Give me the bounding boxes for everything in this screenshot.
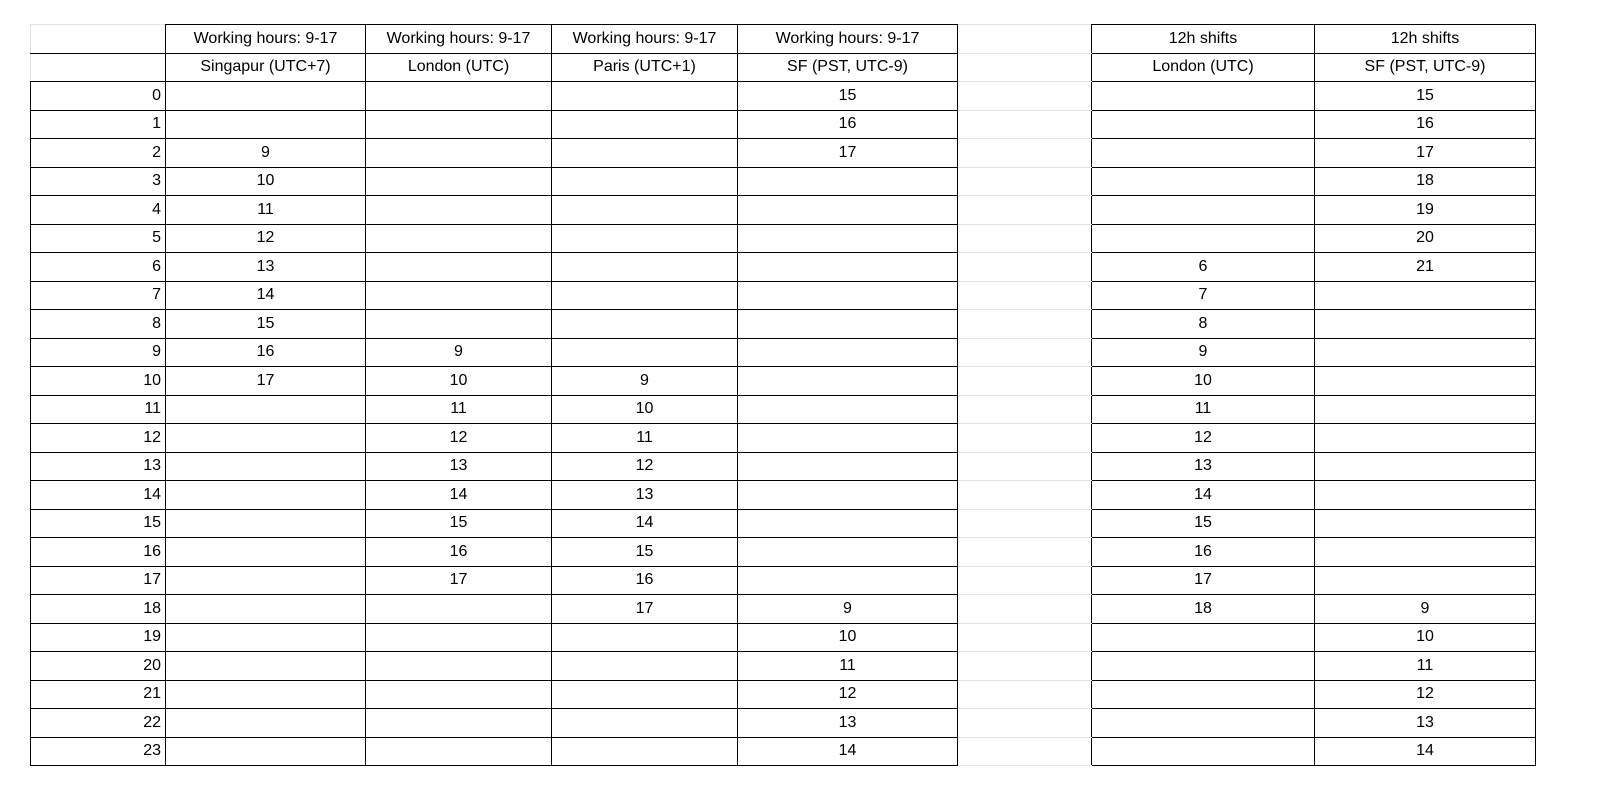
- table-row: [31, 395, 1536, 424]
- cell-hour-label[interactable]: 4: [31, 196, 166, 225]
- cell-sf-hours[interactable]: SF (PST, UTC-9): [738, 53, 958, 82]
- cell-hour-label[interactable]: 23: [31, 737, 166, 766]
- cell-hour-label[interactable]: 2: [31, 139, 166, 168]
- cell-paris-hours[interactable]: [552, 196, 738, 225]
- cell-hour-label[interactable]: 10: [31, 367, 166, 396]
- cell-sf-shift[interactable]: 14: [1315, 737, 1536, 766]
- cell-london-hours[interactable]: Working hours: 9-17: [366, 25, 552, 54]
- cell-sf-shift[interactable]: 16: [1315, 110, 1536, 139]
- header-row-location: [31, 53, 1536, 82]
- cell-singapore-hours[interactable]: [166, 395, 366, 424]
- cell-sf-hours[interactable]: [738, 310, 958, 339]
- cell-sf-shift[interactable]: 20: [1315, 224, 1536, 253]
- cell-spacer[interactable]: [958, 224, 1092, 253]
- cell-spacer[interactable]: [958, 509, 1092, 538]
- cell-london-hours[interactable]: [366, 224, 552, 253]
- cell-hour-label[interactable]: 17: [31, 566, 166, 595]
- cell-spacer[interactable]: [958, 623, 1092, 652]
- cell-singapore-hours[interactable]: [166, 82, 366, 111]
- table-row: [31, 538, 1536, 567]
- cell-spacer[interactable]: [958, 310, 1092, 339]
- cell-sf-shift[interactable]: 17: [1315, 139, 1536, 168]
- cell-hour-label[interactable]: 1: [31, 110, 166, 139]
- cell-london-hours[interactable]: [366, 139, 552, 168]
- cell-hour-label[interactable]: 22: [31, 709, 166, 738]
- cell-paris-hours[interactable]: 13: [552, 481, 738, 510]
- cell-sf-hours[interactable]: [738, 509, 958, 538]
- cell-london-shift[interactable]: London (UTC): [1092, 53, 1315, 82]
- cell-sf-shift[interactable]: [1315, 281, 1536, 310]
- cell-spacer[interactable]: [958, 395, 1092, 424]
- table-row: [31, 737, 1536, 766]
- cell-london-hours[interactable]: 11: [366, 395, 552, 424]
- cell-spacer[interactable]: [958, 25, 1092, 54]
- cell-london-hours[interactable]: [366, 595, 552, 624]
- cell-london-hours[interactable]: [366, 680, 552, 709]
- cell-london-hours[interactable]: [366, 652, 552, 681]
- cell-hour-label[interactable]: [31, 25, 166, 54]
- cell-hour-label[interactable]: 20: [31, 652, 166, 681]
- cell-singapore-hours[interactable]: [166, 652, 366, 681]
- cell-london-shift[interactable]: [1092, 167, 1315, 196]
- cell-london-shift[interactable]: 13: [1092, 452, 1315, 481]
- cell-london-shift[interactable]: 7: [1092, 281, 1315, 310]
- cell-paris-hours[interactable]: [552, 253, 738, 282]
- cell-singapore-hours[interactable]: 9: [166, 139, 366, 168]
- table-row: [31, 196, 1536, 225]
- cell-london-hours[interactable]: 13: [366, 452, 552, 481]
- cell-sf-shift[interactable]: [1315, 481, 1536, 510]
- cell-london-shift[interactable]: 9: [1092, 338, 1315, 367]
- cell-spacer[interactable]: [958, 424, 1092, 453]
- cell-hour-label[interactable]: 8: [31, 310, 166, 339]
- cell-singapore-hours[interactable]: 16: [166, 338, 366, 367]
- timezone-table: [30, 24, 1536, 766]
- cell-sf-shift[interactable]: SF (PST, UTC-9): [1315, 53, 1536, 82]
- cell-hour-label[interactable]: 3: [31, 167, 166, 196]
- table-row: [31, 595, 1536, 624]
- cell-paris-hours[interactable]: [552, 224, 738, 253]
- cell-paris-hours[interactable]: [552, 623, 738, 652]
- table-row: [31, 110, 1536, 139]
- cell-sf-hours[interactable]: [738, 367, 958, 396]
- cell-london-hours[interactable]: 16: [366, 538, 552, 567]
- cell-london-shift[interactable]: [1092, 680, 1315, 709]
- cell-spacer[interactable]: [958, 110, 1092, 139]
- cell-london-shift[interactable]: 16: [1092, 538, 1315, 567]
- cell-london-hours[interactable]: [366, 310, 552, 339]
- cell-spacer[interactable]: [958, 652, 1092, 681]
- cell-singapore-hours[interactable]: 10: [166, 167, 366, 196]
- cell-sf-shift[interactable]: 12h shifts: [1315, 25, 1536, 54]
- cell-spacer[interactable]: [958, 737, 1092, 766]
- table-row: [31, 82, 1536, 111]
- cell-paris-hours[interactable]: 14: [552, 509, 738, 538]
- cell-london-shift[interactable]: [1092, 737, 1315, 766]
- cell-london-hours[interactable]: [366, 82, 552, 111]
- cell-singapore-hours[interactable]: [166, 595, 366, 624]
- cell-sf-hours[interactable]: [738, 281, 958, 310]
- cell-paris-hours[interactable]: Working hours: 9-17: [552, 25, 738, 54]
- cell-london-hours[interactable]: 12: [366, 424, 552, 453]
- cell-london-hours[interactable]: [366, 737, 552, 766]
- cell-london-shift[interactable]: [1092, 623, 1315, 652]
- cell-london-shift[interactable]: 10: [1092, 367, 1315, 396]
- cell-sf-shift[interactable]: 9: [1315, 595, 1536, 624]
- cell-paris-hours[interactable]: [552, 167, 738, 196]
- cell-paris-hours[interactable]: 9: [552, 367, 738, 396]
- table-row: [31, 253, 1536, 282]
- cell-london-hours[interactable]: 17: [366, 566, 552, 595]
- cell-sf-shift[interactable]: 18: [1315, 167, 1536, 196]
- cell-paris-hours[interactable]: 10: [552, 395, 738, 424]
- cell-spacer[interactable]: [958, 595, 1092, 624]
- cell-sf-hours[interactable]: 13: [738, 709, 958, 738]
- cell-hour-label[interactable]: 21: [31, 680, 166, 709]
- cell-singapore-hours[interactable]: [166, 737, 366, 766]
- cell-spacer[interactable]: [958, 196, 1092, 225]
- cell-sf-shift[interactable]: 13: [1315, 709, 1536, 738]
- cell-sf-shift[interactable]: 12: [1315, 680, 1536, 709]
- cell-paris-hours[interactable]: [552, 737, 738, 766]
- cell-singapore-hours[interactable]: 11: [166, 196, 366, 225]
- cell-london-shift[interactable]: [1092, 196, 1315, 225]
- cell-paris-hours[interactable]: 11: [552, 424, 738, 453]
- cell-london-hours[interactable]: [366, 167, 552, 196]
- cell-sf-shift[interactable]: [1315, 509, 1536, 538]
- cell-sf-hours[interactable]: [738, 196, 958, 225]
- cell-london-shift[interactable]: 8: [1092, 310, 1315, 339]
- cell-singapore-hours[interactable]: [166, 110, 366, 139]
- cell-london-shift[interactable]: 6: [1092, 253, 1315, 282]
- cell-singapore-hours[interactable]: 13: [166, 253, 366, 282]
- cell-singapore-hours[interactable]: 12: [166, 224, 366, 253]
- cell-london-hours[interactable]: [366, 281, 552, 310]
- cell-hour-label[interactable]: 7: [31, 281, 166, 310]
- cell-london-shift[interactable]: 12: [1092, 424, 1315, 453]
- cell-sf-hours[interactable]: [738, 338, 958, 367]
- cell-sf-hours[interactable]: 17: [738, 139, 958, 168]
- cell-singapore-hours[interactable]: [166, 709, 366, 738]
- cell-hour-label[interactable]: 18: [31, 595, 166, 624]
- cell-hour-label[interactable]: 11: [31, 395, 166, 424]
- cell-sf-shift[interactable]: [1315, 367, 1536, 396]
- cell-sf-hours[interactable]: [738, 481, 958, 510]
- cell-sf-shift[interactable]: [1315, 395, 1536, 424]
- cell-london-hours[interactable]: 9: [366, 338, 552, 367]
- table-row: [31, 652, 1536, 681]
- cell-hour-label[interactable]: 19: [31, 623, 166, 652]
- cell-london-shift[interactable]: [1092, 82, 1315, 111]
- cell-sf-hours[interactable]: 10: [738, 623, 958, 652]
- cell-singapore-hours[interactable]: [166, 424, 366, 453]
- cell-spacer[interactable]: [958, 566, 1092, 595]
- cell-singapore-hours[interactable]: [166, 566, 366, 595]
- cell-london-shift[interactable]: 12h shifts: [1092, 25, 1315, 54]
- table-row: [31, 566, 1536, 595]
- cell-hour-label[interactable]: 9: [31, 338, 166, 367]
- cell-singapore-hours[interactable]: 17: [166, 367, 366, 396]
- cell-hour-label[interactable]: 0: [31, 82, 166, 111]
- cell-sf-hours[interactable]: 9: [738, 595, 958, 624]
- cell-singapore-hours[interactable]: 15: [166, 310, 366, 339]
- cell-sf-hours[interactable]: 15: [738, 82, 958, 111]
- table-row: [31, 367, 1536, 396]
- cell-sf-shift[interactable]: 11: [1315, 652, 1536, 681]
- table-row: [31, 224, 1536, 253]
- cell-spacer[interactable]: [958, 82, 1092, 111]
- cell-singapore-hours[interactable]: 14: [166, 281, 366, 310]
- table-row: [31, 481, 1536, 510]
- cell-hour-label[interactable]: 12: [31, 424, 166, 453]
- cell-sf-hours[interactable]: 16: [738, 110, 958, 139]
- cell-paris-hours[interactable]: [552, 338, 738, 367]
- cell-paris-hours[interactable]: 17: [552, 595, 738, 624]
- cell-hour-label[interactable]: 16: [31, 538, 166, 567]
- cell-spacer[interactable]: [958, 139, 1092, 168]
- cell-spacer[interactable]: [958, 281, 1092, 310]
- cell-sf-hours[interactable]: 14: [738, 737, 958, 766]
- cell-hour-label[interactable]: 14: [31, 481, 166, 510]
- cell-singapore-hours[interactable]: [166, 509, 366, 538]
- table-row: [31, 623, 1536, 652]
- table-row: [31, 338, 1536, 367]
- cell-paris-hours[interactable]: [552, 139, 738, 168]
- cell-sf-hours[interactable]: [738, 538, 958, 567]
- cell-london-hours[interactable]: 10: [366, 367, 552, 396]
- cell-singapore-hours[interactable]: [166, 680, 366, 709]
- table-row: [31, 509, 1536, 538]
- cell-sf-shift[interactable]: 21: [1315, 253, 1536, 282]
- cell-paris-hours[interactable]: 12: [552, 452, 738, 481]
- cell-spacer[interactable]: [958, 481, 1092, 510]
- cell-sf-shift[interactable]: [1315, 310, 1536, 339]
- cell-london-shift[interactable]: [1092, 652, 1315, 681]
- cell-hour-label[interactable]: 13: [31, 452, 166, 481]
- cell-paris-hours[interactable]: [552, 281, 738, 310]
- cell-sf-shift[interactable]: [1315, 452, 1536, 481]
- cell-sf-hours[interactable]: Working hours: 9-17: [738, 25, 958, 54]
- cell-paris-hours[interactable]: [552, 110, 738, 139]
- cell-sf-shift[interactable]: 15: [1315, 82, 1536, 111]
- cell-sf-hours[interactable]: [738, 253, 958, 282]
- cell-spacer[interactable]: [958, 367, 1092, 396]
- cell-sf-shift[interactable]: [1315, 424, 1536, 453]
- cell-london-shift[interactable]: 18: [1092, 595, 1315, 624]
- cell-singapore-hours[interactable]: [166, 481, 366, 510]
- cell-spacer[interactable]: [958, 338, 1092, 367]
- cell-london-shift[interactable]: 14: [1092, 481, 1315, 510]
- cell-sf-hours[interactable]: 12: [738, 680, 958, 709]
- cell-singapore-hours[interactable]: [166, 452, 366, 481]
- cell-sf-hours[interactable]: 11: [738, 652, 958, 681]
- cell-london-hours[interactable]: [366, 253, 552, 282]
- cell-singapore-hours[interactable]: [166, 538, 366, 567]
- cell-london-shift[interactable]: [1092, 709, 1315, 738]
- cell-spacer[interactable]: [958, 253, 1092, 282]
- cell-london-hours[interactable]: London (UTC): [366, 53, 552, 82]
- cell-sf-shift[interactable]: 19: [1315, 196, 1536, 225]
- cell-spacer[interactable]: [958, 452, 1092, 481]
- cell-hour-label[interactable]: 15: [31, 509, 166, 538]
- cell-hour-label[interactable]: 6: [31, 253, 166, 282]
- cell-paris-hours[interactable]: 16: [552, 566, 738, 595]
- cell-london-hours[interactable]: [366, 709, 552, 738]
- cell-paris-hours[interactable]: [552, 82, 738, 111]
- table-row: [31, 424, 1536, 453]
- table-row: [31, 281, 1536, 310]
- cell-sf-hours[interactable]: [738, 395, 958, 424]
- cell-paris-hours[interactable]: [552, 652, 738, 681]
- cell-sf-hours[interactable]: [738, 167, 958, 196]
- cell-spacer[interactable]: [958, 680, 1092, 709]
- cell-sf-hours[interactable]: [738, 224, 958, 253]
- cell-sf-shift[interactable]: [1315, 338, 1536, 367]
- cell-sf-shift[interactable]: 10: [1315, 623, 1536, 652]
- cell-singapore-hours[interactable]: Working hours: 9-17: [166, 25, 366, 54]
- cell-london-hours[interactable]: [366, 110, 552, 139]
- cell-sf-hours[interactable]: [738, 424, 958, 453]
- cell-sf-hours[interactable]: [738, 566, 958, 595]
- cell-london-shift[interactable]: [1092, 139, 1315, 168]
- cell-london-shift[interactable]: 11: [1092, 395, 1315, 424]
- cell-paris-hours[interactable]: [552, 709, 738, 738]
- cell-paris-hours[interactable]: [552, 680, 738, 709]
- cell-spacer[interactable]: [958, 167, 1092, 196]
- cell-london-hours[interactable]: 14: [366, 481, 552, 510]
- cell-singapore-hours[interactable]: Singapur (UTC+7): [166, 53, 366, 82]
- cell-london-shift[interactable]: [1092, 110, 1315, 139]
- cell-london-hours[interactable]: [366, 623, 552, 652]
- cell-paris-hours[interactable]: 15: [552, 538, 738, 567]
- cell-london-shift[interactable]: 17: [1092, 566, 1315, 595]
- cell-hour-label[interactable]: 5: [31, 224, 166, 253]
- table-row: [31, 709, 1536, 738]
- table-row: [31, 452, 1536, 481]
- cell-paris-hours[interactable]: [552, 310, 738, 339]
- cell-london-hours[interactable]: [366, 196, 552, 225]
- header-row-schedule: [31, 25, 1536, 54]
- table-row: [31, 680, 1536, 709]
- cell-paris-hours[interactable]: Paris (UTC+1): [552, 53, 738, 82]
- cell-sf-shift[interactable]: [1315, 538, 1536, 567]
- cell-london-shift[interactable]: 15: [1092, 509, 1315, 538]
- table-row: [31, 167, 1536, 196]
- cell-singapore-hours[interactable]: [166, 623, 366, 652]
- cell-sf-shift[interactable]: [1315, 566, 1536, 595]
- cell-spacer[interactable]: [958, 538, 1092, 567]
- table-row: [31, 139, 1536, 168]
- cell-london-hours[interactable]: 15: [366, 509, 552, 538]
- table-row: [31, 310, 1536, 339]
- cell-spacer[interactable]: [958, 53, 1092, 82]
- cell-hour-label[interactable]: [31, 53, 166, 82]
- cell-london-shift[interactable]: [1092, 224, 1315, 253]
- cell-sf-hours[interactable]: [738, 452, 958, 481]
- cell-spacer[interactable]: [958, 709, 1092, 738]
